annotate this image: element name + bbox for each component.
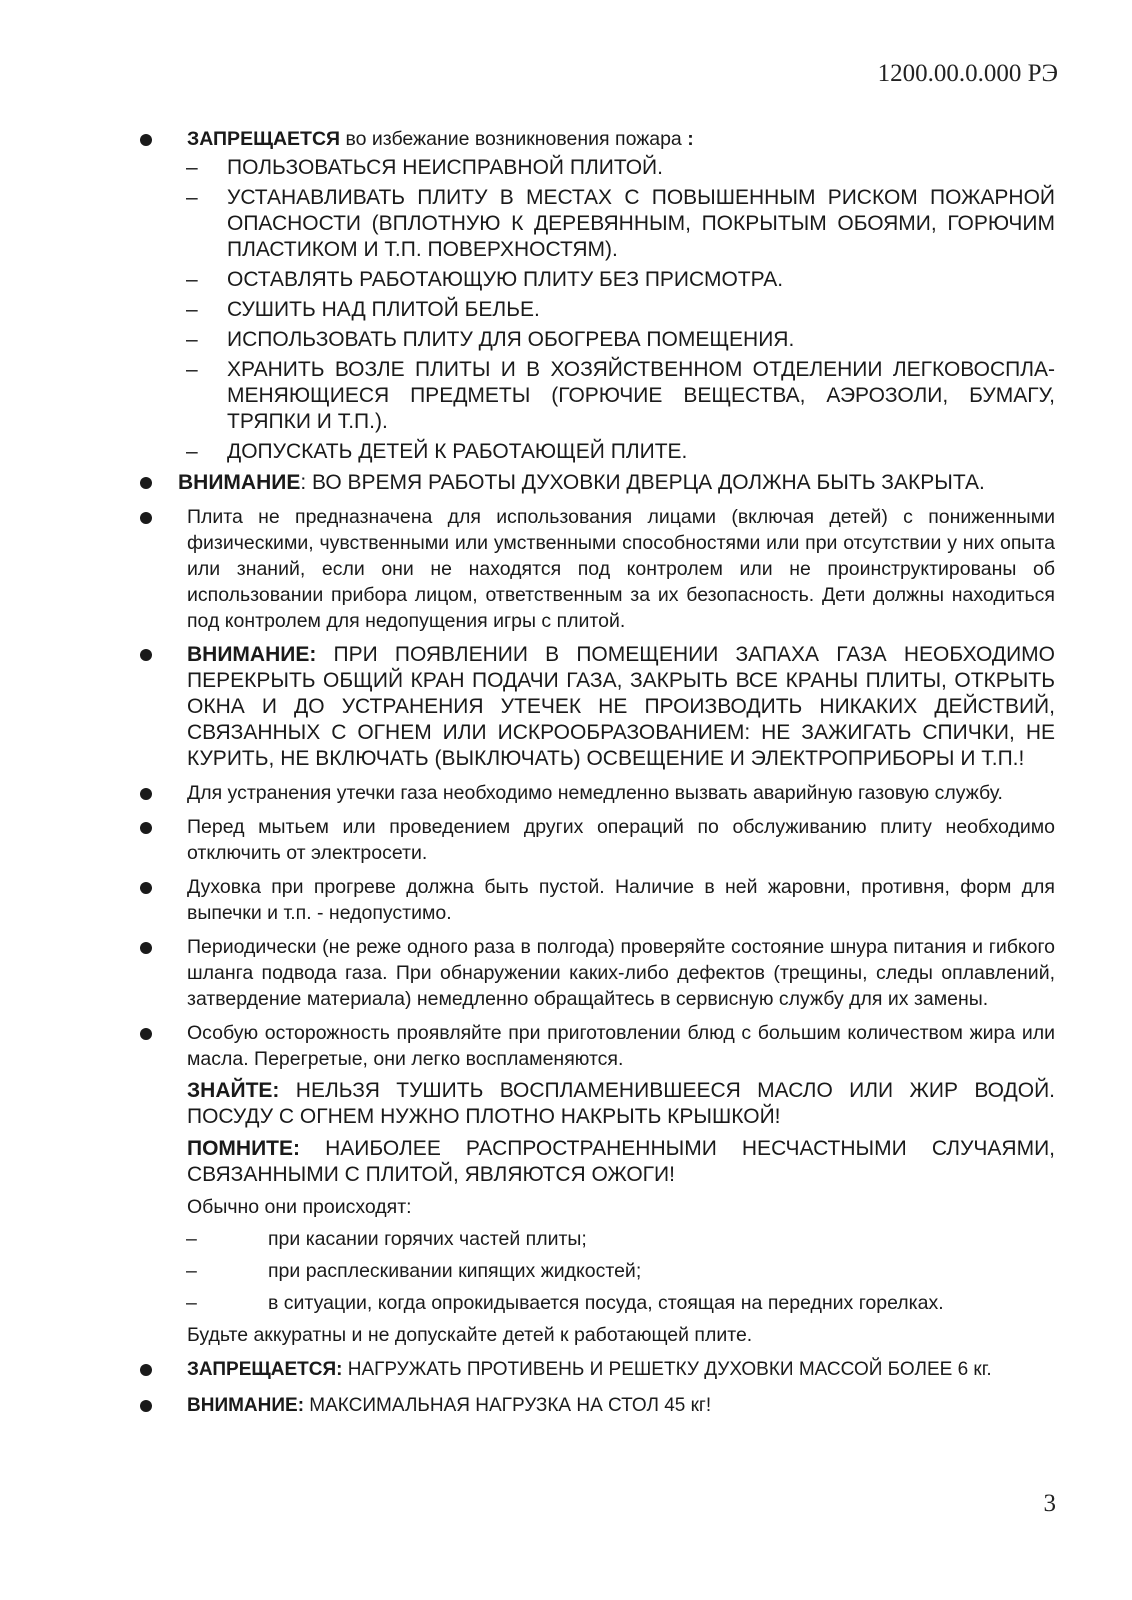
prohibited-item: – ОСТАВЛЯТЬ РАБОТАЮЩУЮ ПЛИТУ БЕЗ ПРИСМОТРА. [0,267,1132,293]
remember-label: ПОМНИТЕ: [187,1137,301,1160]
warning-text: : ВО ВРЕМЯ РАБОТЫ ДУХОВКИ ДВЕРЦА ДОЛЖНА БЫТЬ ЗАКРЫТА. [300,471,985,494]
warning-text: во избежание возникновения пожара [340,128,688,150]
para-periodic-check: Периодически (не реже одного раза в полгода) проверяйте состояние шнура питания и гибкого шланга подвода газа. При обнаружении каких-либо дефектов (трещины, следы оплавлений, затвердение материала) немедленно обращайтесь в сервисную службу для их замены. [0,934,1132,1012]
warning-gas-smell [0,642,1132,772]
warning-prohibited-fire [0,126,1132,152]
para-caution-fat: Особую осторожность проявляйте при приготовлении блюд с большим количеством жира или масла. Перегретые, они легко воспламеняются. [0,1020,1132,1072]
para-restricted-persons: Плита не предназначена для использования лицами (включая детей) с пониженными физическими, чувственными или умственными способностями или при отсутствии у них опыта или знаний, если они не находятся под контролем или не проинструктированы об использовании прибора лицом, ответственным за их безопасность. Дети должны находиться под контролем для недопущения игры с плитой. [0,504,1132,634]
warning-label: ЗАПРЕЩАЕТСЯ: [187,1359,343,1380]
burn-cause-item: – в ситуации, когда опрокидывается посуда, стоящая на передних горелках. [0,1290,1132,1316]
page-number: 3 [1043,1490,1056,1517]
burn-cause-item: – при расплескивании кипящих жидкостей; [0,1258,1132,1284]
burn-cause-item: – при касании горячих частей плиты; [0,1226,1132,1252]
usually-text: Обычно они происходят: [187,1196,412,1218]
para-gas-leak: Для устранения утечки газа необходимо немедленно вызвать аварийную газовую службу. [0,780,1132,806]
warning-text: МАКСИМАЛЬНАЯ НАГРУЗКА НА СТОЛ 45 кг! [304,1395,712,1416]
prohibited-item: – ДОПУСКАТЬ ДЕТЕЙ К РАБОТАЮЩЕЙ ПЛИТЕ. [0,439,1132,465]
know-note [0,1078,1132,1130]
prohibited-item: – СУШИТЬ НАД ПЛИТОЙ БЕЛЬЕ. [0,297,1132,323]
warning-text: ПРИ ПОЯВЛЕНИИ В ПОМЕЩЕНИИ ЗАПАХА ГАЗА НЕОБХОДИМО ПЕРЕКРЫТЬ ОБЩИЙ КРАН ПОДАЧИ ГАЗА, ЗАКРЫТЬ ВСЕ КРАНЫ ПЛИТЫ, ОТКРЫТЬ ОКНА И ДО УСТРАНЕНИЯ УТЕЧЕК НЕ ПРОИЗВОДИТЬ НИКАКИХ ДЕЙСТВИЙ, СВЯЗАННЫХ С ОГНЕМ ИЛИ ИСКРООБРАЗОВАНИЕМ: НЕ ЗАЖИГАТЬ СПИЧКИ, НЕ КУРИТЬ, НЕ ВКЛЮЧАТЬ (ВЫКЛЮЧАТЬ) ОСВЕЩЕНИЕ И ЭЛЕКТРОПРИБОРЫ И Т.П.! [187,643,1055,770]
prohibited-item: – УСТАНАВЛИВАТЬ ПЛИТУ В МЕСТАХ С ПОВЫШЕННЫМ РИСКОМ ПОЖАРНОЙ ОПАСНОСТИ (ВПЛОТНУЮ К ДЕРЕВЯННЫМ, ПОКРЫТЫМ ОБОЯМИ, ГОРЮЧИМ ПЛАСТИКОМ И Т.П. ПОВЕРХНОСТЯМ). [0,185,1132,263]
remember-note [0,1136,1132,1188]
warning-oven-load [0,1357,1132,1383]
warning-label: ВНИМАНИЕ: [187,1395,305,1416]
warning-oven-door [0,470,1132,496]
prohibited-item: – ИСПОЛЬЗОВАТЬ ПЛИТУ ДЛЯ ОБОГРЕВА ПОМЕЩЕНИЯ. [0,327,1132,353]
prohibited-item: – ПОЛЬЗОВАТЬСЯ НЕИСПРАВНОЙ ПЛИТОЙ. [0,155,1132,181]
para-oven-empty: Духовка при прогреве должна быть пустой. Наличие в ней жаровни, противня, форм для выпечки и т.п. - недопустимо. [0,874,1132,926]
warning-text: НАГРУЖАТЬ ПРОТИВЕНЬ И РЕШЕТКУ ДУХОВКИ МАССОЙ БОЛЕЕ 6 кг. [342,1359,992,1380]
para-disconnect: Перед мытьем или проведением других операций по обслуживанию плиту необходимо отключить от электросети. [0,814,1132,866]
warning-label: ЗАПРЕЩАЕТСЯ [187,128,341,150]
know-label: ЗНАЙТЕ: [187,1079,280,1102]
remember-text: НАИБОЛЕЕ РАСПРОСТРАНЕННЫМИ НЕСЧАСТНЫМИ СЛУЧАЯМИ, СВЯЗАННЫМИ С ПЛИТОЙ, ЯВЛЯЮТСЯ ОЖОГИ! [187,1137,1055,1186]
prohibited-item: – ХРАНИТЬ ВОЗЛЕ ПЛИТЫ И В ХОЗЯЙСТВЕННОМ ОТДЕЛЕНИИ ЛЕГКОВОСПЛА-МЕНЯЮЩИЕСЯ ПРЕДМЕТЫ (ГОРЮЧИЕ ВЕЩЕСТВА, АЭРОЗОЛИ, БУМАГУ, ТРЯПКИ И Т.П.). [0,357,1132,435]
doc-code: 1200.00.0.000 РЭ [877,60,1058,87]
warning-label: ВНИМАНИЕ [178,471,301,494]
warning-table-load [0,1393,1132,1419]
page-content [0,126,1132,1419]
warning-colon: : [687,128,694,150]
careful-text: Будьте аккуратны и не допускайте детей к работающей плите. [187,1324,753,1346]
warning-label: ВНИМАНИЕ: [187,643,317,666]
know-text: НЕЛЬЗЯ ТУШИТЬ ВОСПЛАМЕНИВШЕЕСЯ МАСЛО ИЛИ ЖИР ВОДОЙ. ПОСУДУ С ОГНЕМ НУЖНО ПЛОТНО НАКРЫТЬ КРЫШКОЙ! [187,1079,1055,1128]
